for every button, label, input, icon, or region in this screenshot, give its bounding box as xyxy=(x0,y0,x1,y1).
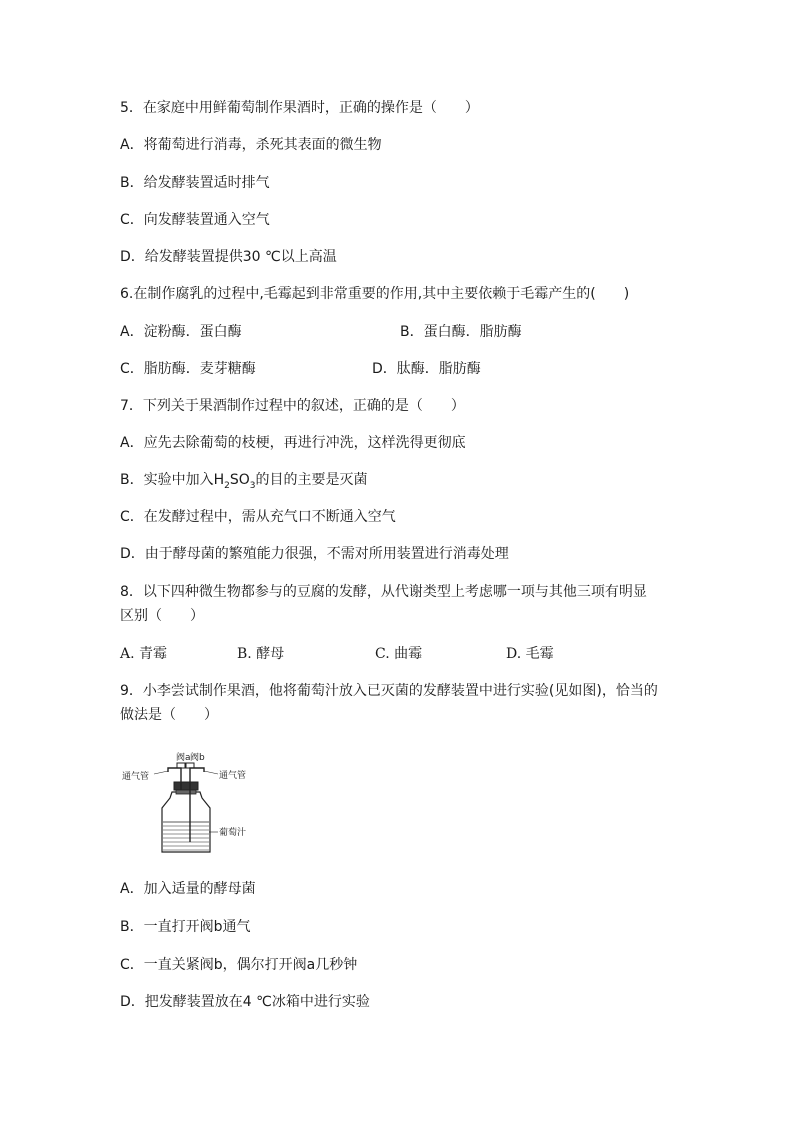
q5-option-d: D．给发酵装置提供30 ℃以上高温 xyxy=(120,249,337,265)
q6-stem: 6.在制作腐乳的过程中,毛霉起到非常重要的作用,其中主要依赖于毛霉产生的( ) xyxy=(120,286,630,302)
q8-stem-line1: 8．以下四种微生物都参与的豆腐的发酵，从代谢类型上考虑哪一项与其他三项有明显 xyxy=(120,584,647,600)
q9-option-b: B．一直打开阀b通气 xyxy=(120,919,251,935)
juice-hatching xyxy=(163,822,209,850)
q7-option-b xyxy=(120,471,368,495)
q7-stem: 7．下列关于果酒制作过程中的叙述，正确的是（ ） xyxy=(120,398,465,414)
q6-option-c: C．脂肪酶．麦芽糖酶 xyxy=(120,361,256,377)
pipe-left-label: 通气管 xyxy=(122,772,150,782)
q5-option-a: A．将葡萄进行消毒，杀死其表面的微生物 xyxy=(120,137,382,153)
q8-option-b: B. 酵母 xyxy=(237,646,285,662)
q8-option-d: D. 毛霉 xyxy=(506,646,554,662)
q9-option-a: A．加入适量的酵母菌 xyxy=(120,881,256,897)
valve-b-label: 阀b xyxy=(190,753,205,763)
q6-option-a: A．淀粉酶．蛋白酶 xyxy=(120,324,242,340)
stopper xyxy=(174,782,198,790)
q7-option-c: C．在发酵过程中，需从充气口不断通入空气 xyxy=(120,509,396,525)
valve-a-label: 阀a xyxy=(176,753,191,763)
pipe-right-label: 通气管 xyxy=(219,771,247,781)
q7-option-b-pre: B．实验中加入H xyxy=(120,472,225,488)
bottle-neck xyxy=(176,790,196,794)
q9-stem-line2: 做法是（ ） xyxy=(120,707,218,723)
q9-stem-line1: 9．小李尝试制作果酒，他将葡萄汁放入已灭菌的发酵装置中进行实验(见如图)，恰当的 xyxy=(120,683,658,699)
q7-option-b-mid: SO xyxy=(229,472,250,488)
q6-option-d: D．肽酶．脂肪酶 xyxy=(372,361,481,377)
q8-option-c: C. 曲霉 xyxy=(375,646,423,662)
q8-option-a: A. 青霉 xyxy=(120,646,168,662)
valve-a-icon xyxy=(177,763,185,768)
q9-option-c: C．一直关紧阀b，偶尔打开阀a几秒钟 xyxy=(120,957,358,973)
q7-option-b-post: 的目的主要是灭菌 xyxy=(255,472,368,488)
q6-option-b: B．蛋白酶．脂肪酶 xyxy=(400,324,522,340)
q7-sub-1: 2 xyxy=(224,480,230,491)
q5-stem: 5．在家庭中用鲜葡萄制作果酒时，正确的操作是（ ） xyxy=(120,100,479,116)
valve-b-icon xyxy=(186,763,194,768)
q7-option-d: D．由于酵母菌的繁殖能力很强，不需对所用装置进行消毒处理 xyxy=(120,546,509,562)
q8-stem-line2: 区别（ ） xyxy=(120,608,204,624)
q5-option-c: C．向发酵装置通入空气 xyxy=(120,212,270,228)
fermentation-apparatus-figure xyxy=(120,752,280,862)
juice-label: 葡萄汁 xyxy=(219,828,247,838)
q5-option-b: B．给发酵装置适时排气 xyxy=(120,175,270,191)
q7-sub-2: 3 xyxy=(249,480,256,491)
q7-option-a: A．应先去除葡萄的枝梗，再进行冲洗，这样洗得更彻底 xyxy=(120,435,466,451)
q9-option-d: D．把发酵装置放在4 ℃冰箱中进行实验 xyxy=(120,994,370,1010)
right-tube xyxy=(190,768,204,842)
